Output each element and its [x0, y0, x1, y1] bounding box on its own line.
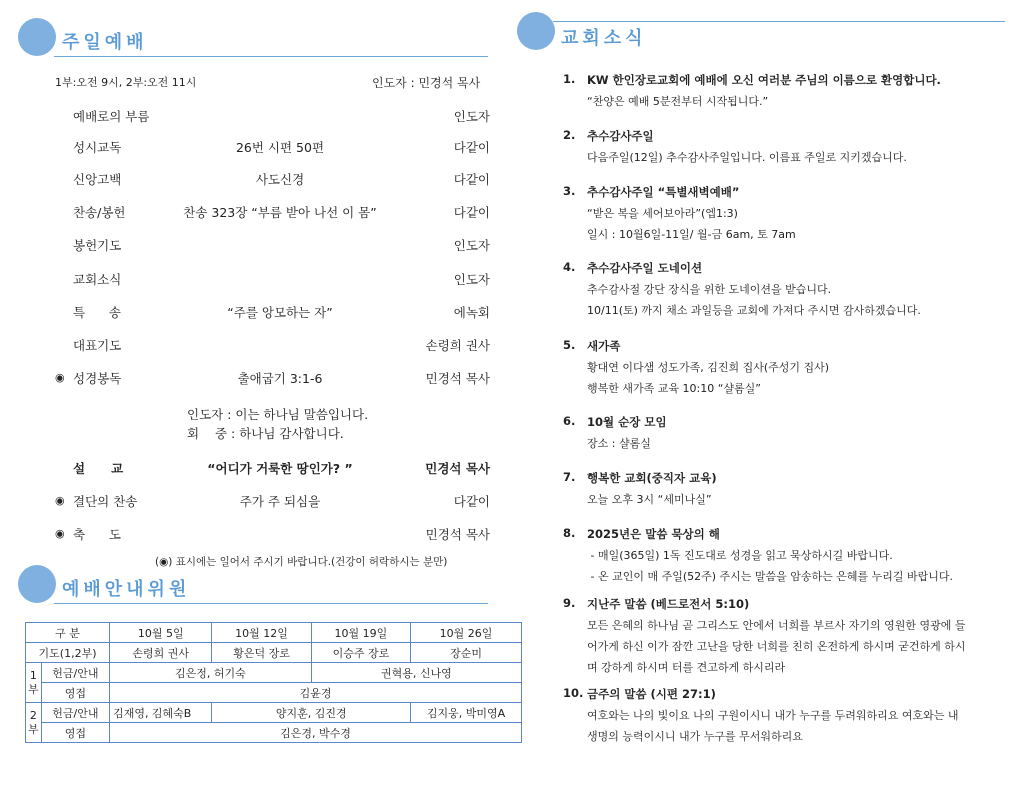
- table-row: [26, 683, 522, 703]
- header-underline: [553, 21, 1005, 22]
- order-mark: ◉: [55, 494, 65, 507]
- order-name: 결단의 찬송: [73, 494, 138, 509]
- table-cell: 양지훈, 김진경: [212, 703, 411, 723]
- order-name: 설 교: [73, 461, 124, 476]
- news-number: 9.: [563, 596, 576, 610]
- table-cell: 장순미: [411, 643, 522, 663]
- news-heading: 추수감사주일 “특별새벽예배”: [587, 185, 740, 199]
- order-leader: 다같이: [453, 172, 490, 187]
- header-circle-decoration: [517, 12, 555, 50]
- news-title: 교회소식: [561, 28, 647, 49]
- news-number: 10.: [563, 686, 584, 700]
- table-cell: 1 부: [26, 663, 42, 703]
- news-section-header: [517, 12, 1007, 56]
- news-number: 7.: [563, 470, 576, 484]
- order-name: 축 도: [73, 527, 121, 542]
- table-cell: 구 분: [26, 623, 110, 643]
- news-number: 1.: [563, 72, 576, 86]
- news-line: 며 강하게 하시며 터를 견고하게 하시리라: [587, 661, 786, 674]
- response-leader: 인도자 : 이는 하나님 말씀입니다.: [187, 407, 369, 422]
- response-people: 회 중 : 하나님 감사합니다.: [187, 426, 344, 441]
- order-content: 26번 시편 50편: [235, 140, 325, 155]
- news-heading: 금주의 말씀 (시편 27:1): [587, 687, 716, 701]
- news-line: 생명의 능력이시니 내가 누구를 무서워하리요: [587, 730, 803, 743]
- news-line: - 온 교인이 매 주일(52주) 주시는 말씀을 암송하는 은혜를 누리길 바랍니다.: [587, 570, 954, 583]
- order-content: “주를 앙모하는 자”: [227, 305, 333, 320]
- table-cell: 10월 12일: [212, 623, 311, 643]
- news-number: 3.: [563, 184, 576, 198]
- order-content: 찬송 323장 “부름 받아 나선 이 몸”: [183, 205, 377, 220]
- order-row: [55, 138, 490, 158]
- order-content: “어디가 거룩한 땅인가? ”: [207, 461, 353, 476]
- news-heading: 추수감사주일: [587, 129, 654, 143]
- table-cell: 김은경, 박수경: [110, 723, 522, 743]
- order-row: [55, 236, 490, 256]
- order-name: 예배로의 부름: [73, 109, 150, 124]
- order-leader: 다같이: [453, 494, 490, 509]
- news-line: 행복한 새가족 교육 10:10 “샬롬실”: [587, 382, 761, 395]
- order-leader: 손령희 권사: [425, 338, 490, 353]
- table-cell: 손령희 권사: [110, 643, 212, 663]
- table-cell: 기도(1,2부): [26, 643, 110, 663]
- table-cell: 2 부: [26, 703, 42, 743]
- news-number: 5.: [563, 338, 576, 352]
- order-name: 성경봉독: [73, 371, 122, 386]
- usher-schedule-table: [25, 622, 522, 743]
- table-cell: 김지웅, 박미영A: [411, 703, 522, 723]
- news-line: 일시 : 10월6일-11일/ 월-금 6am, 토 7am: [587, 228, 796, 241]
- order-mark: ◉: [55, 371, 65, 384]
- news-heading: 새가족: [587, 339, 621, 353]
- order-content: 주가 주 되심을: [239, 494, 321, 509]
- news-line: 장소 : 샬롬실: [587, 437, 651, 450]
- news-heading: 2025년은 말씀 묵상의 해: [587, 527, 720, 541]
- table-cell: 헌금/안내: [41, 703, 109, 723]
- order-leader: 다같이: [453, 205, 490, 220]
- news-heading: 지난주 말씀 (베드로전서 5:10): [587, 597, 750, 611]
- news-number: 8.: [563, 526, 576, 540]
- news-line: “받은 복을 세어보아라”(엡1:3): [587, 207, 738, 220]
- service-times: 1부:오전 9시, 2부:오전 11시: [55, 76, 197, 89]
- news-line: 추수감사절 강단 장식을 위한 도네이션을 받습니다.: [587, 283, 832, 296]
- order-leader: 인도자: [453, 109, 490, 124]
- news-line: 오늘 오후 3시 “세미나실”: [587, 493, 712, 506]
- order-name: 신앙고백: [73, 172, 122, 187]
- order-leader: 인도자: [453, 238, 490, 253]
- news-number: 4.: [563, 260, 576, 274]
- table-cell: 권혁용, 신나영: [311, 663, 521, 683]
- order-row: [55, 492, 490, 512]
- order-row: [55, 303, 490, 323]
- table-cell: 황은덕 장로: [212, 643, 311, 663]
- table-cell: 헌금/안내: [41, 663, 109, 683]
- news-heading: 행복한 교회(중직자 교육): [587, 471, 717, 485]
- order-content: 사도신경: [255, 172, 305, 187]
- table-cell: 10월 5일: [110, 623, 212, 643]
- news-number: 6.: [563, 414, 576, 428]
- order-row: [55, 369, 490, 389]
- guide-section-header: [18, 565, 488, 609]
- order-content: 출애굽기 3:1-6: [237, 371, 323, 386]
- table-cell: 김은정, 허기숙: [110, 663, 312, 683]
- table-row: [26, 623, 522, 643]
- order-row: [55, 170, 490, 190]
- header-underline: [54, 56, 488, 57]
- news-line: 10/11(토) 까지 채소 과일등을 교회에 가져다 주시면 감사하겠습니다.: [587, 304, 921, 317]
- news-line: 어가게 하신 이가 잠깐 고난을 당한 너희를 친히 온전하게 하시며 굳건하게 하시: [587, 640, 966, 653]
- table-row: [26, 723, 522, 743]
- order-leader: 민경석 목사: [425, 527, 490, 542]
- news-heading: KW 한인장로교회에 예배에 오신 여러분 주님의 이름으로 환영합니다.: [587, 73, 941, 87]
- order-row: [55, 203, 490, 223]
- service-leader: 인도자 : 민경석 목사: [372, 76, 481, 90]
- standing-footnote: (◉) 표시에는 일어서 주시기 바랍니다.(건강이 허락하시는 분만): [155, 556, 448, 568]
- table-cell: 김재영, 김혜숙B: [110, 703, 212, 723]
- header-underline: [54, 603, 488, 604]
- order-name: 성시교독: [73, 140, 122, 155]
- guide-title: 예배안내위원: [62, 579, 191, 600]
- order-name: 찬송/봉헌: [73, 205, 126, 220]
- table-cell: 10월 26일: [411, 623, 522, 643]
- order-leader: 에녹회: [453, 305, 490, 320]
- news-line: - 매일(365일) 1독 진도대로 성경을 읽고 묵상하시길 바랍니다.: [587, 549, 893, 562]
- table-cell: 김윤경: [110, 683, 522, 703]
- news-number: 2.: [563, 128, 576, 142]
- news-line: 모든 은혜의 하나님 곧 그리스도 안에서 너희를 부르사 자기의 영원한 영광에 들: [587, 619, 966, 632]
- table-cell: 영접: [41, 723, 109, 743]
- order-name: 특 송: [73, 305, 121, 320]
- table-row: [26, 663, 522, 683]
- order-row: [55, 270, 490, 290]
- table-cell: 영접: [41, 683, 109, 703]
- header-circle-decoration: [18, 565, 56, 603]
- order-row: [55, 459, 490, 479]
- news-line: 여호와는 나의 빛이요 나의 구원이시니 내가 누구를 두려워하리요 여호와는 내: [587, 709, 959, 722]
- worship-title: 주일예배: [62, 32, 148, 53]
- order-name: 대표기도: [73, 338, 122, 353]
- order-leader: 민경석 목사: [425, 461, 490, 476]
- order-name: 교회소식: [73, 272, 122, 287]
- table-row: [26, 643, 522, 663]
- order-leader: 인도자: [453, 272, 490, 287]
- order-name: 봉헌기도: [73, 238, 122, 253]
- news-line: 다음주일(12일) 추수감사주일입니다. 이름표 주일로 지키겠습니다.: [587, 151, 907, 164]
- order-leader: 다같이: [453, 140, 490, 155]
- worship-section-header: [18, 18, 488, 62]
- news-heading: 10월 순장 모임: [587, 415, 667, 429]
- news-line: “찬양은 예배 5분전부터 시작됩니다.”: [587, 95, 769, 108]
- table-cell: 10월 19일: [311, 623, 410, 643]
- order-leader: 민경석 목사: [425, 371, 490, 386]
- order-mark: ◉: [55, 527, 65, 540]
- news-line: 황대연 이다샘 성도가족, 김진희 집사(주성기 집사): [587, 361, 830, 374]
- header-circle-decoration: [18, 18, 56, 56]
- table-row: [26, 703, 522, 723]
- table-cell: 이승주 장로: [311, 643, 410, 663]
- news-heading: 추수감사주일 도네이션: [587, 261, 703, 275]
- order-row: [55, 525, 490, 545]
- order-row: [55, 107, 490, 127]
- order-row: [55, 336, 490, 356]
